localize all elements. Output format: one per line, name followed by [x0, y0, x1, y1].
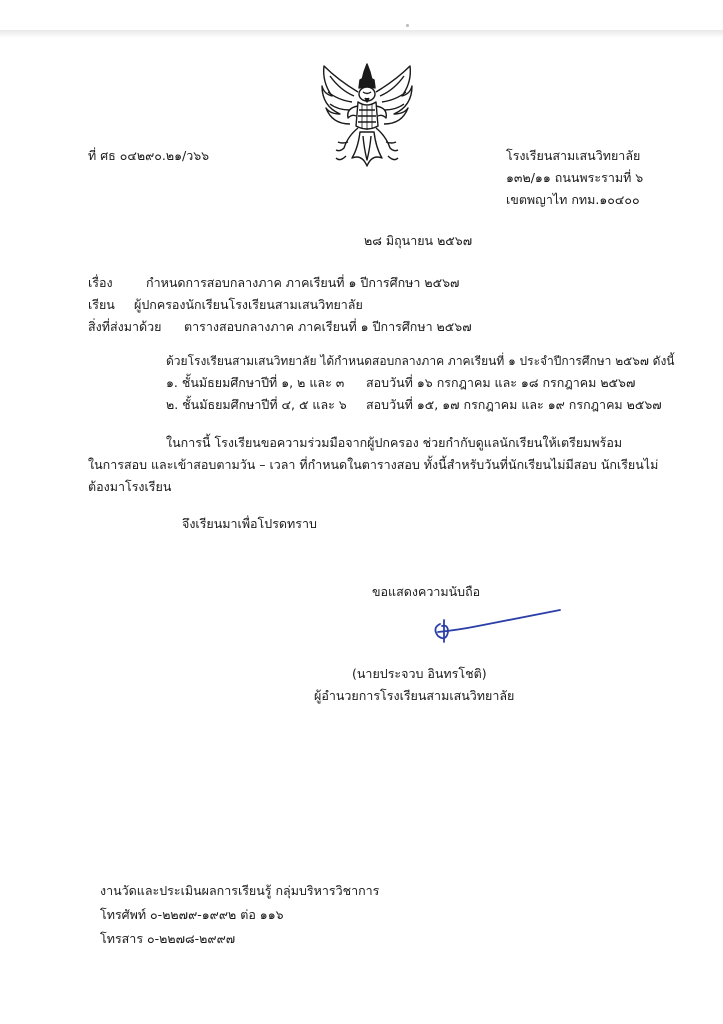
reference-number: ที่ ศธ ๐๔๒๙๐.๒๑/ว๖๖ — [88, 148, 210, 163]
subject-label: เรื่อง — [88, 275, 113, 290]
school-street: ๑๓๒/๑๑ ถนนพระรามที่ ๖ — [506, 170, 644, 185]
salutation: ขอแสดงความนับถือ — [372, 584, 481, 599]
signature-image — [428, 604, 568, 648]
enclosure-label: สิ่งที่ส่งมาด้วย — [88, 319, 162, 334]
schedule-dates-2: สอบวันที่ ๑๕, ๑๗ กรกฎาคม และ ๑๙ กรกฎาคม ๒๕๖๗ — [366, 397, 662, 412]
garuda-emblem-icon — [318, 62, 416, 172]
signer-title: ผู้อำนวยการโรงเรียนสามเสนวิทยาลัย — [314, 688, 515, 703]
intro-paragraph: ด้วยโรงเรียนสามเสนวิทยาลัย ได้กำหนดสอบกลางภาค ภาคเรียนที่ ๑ ประจำปีการศึกษา ๒๕๖๗ ดังนี้ — [166, 354, 675, 368]
to-label: เรียน — [88, 297, 115, 312]
closing-note: จึงเรียนมาเพื่อโปรดทราบ — [182, 516, 317, 531]
letter-date: ๒๘ มิถุนายน ๒๕๖๗ — [364, 233, 473, 248]
enclosure-text: ตารางสอบกลางภาค ภาคเรียนที่ ๑ ปีการศึกษา ๒๕๖๗ — [184, 319, 472, 334]
footer-phone: โทรศัพท์ ๐-๒๒๗๙-๑๙๙๒ ต่อ ๑๑๖ — [100, 907, 284, 922]
body-line-3: ต้องมาโรงเรียน — [88, 479, 172, 494]
schedule-grades-2: ๒. ชั้นมัธยมศึกษาปีที่ ๔, ๕ และ ๖ — [166, 397, 347, 412]
to-text: ผู้ปกครองนักเรียนโรงเรียนสามเสนวิทยาลัย — [134, 297, 363, 312]
schedule-grades-1: ๑. ชั้นมัธยมศึกษาปีที่ ๑, ๒ และ ๓ — [166, 375, 345, 390]
scan-speck — [406, 24, 409, 27]
footer-fax: โทรสาร ๐-๒๒๗๘-๒๙๙๗ — [100, 931, 236, 946]
signer-name: (นายประจวบ อินทรโชติ) — [352, 666, 487, 681]
school-name: โรงเรียนสามเสนวิทยาลัย — [506, 148, 641, 163]
footer-department: งานวัดและประเมินผลการเรียนรู้ กลุ่มบริหารวิชาการ — [100, 883, 380, 898]
subject-text: กำหนดการสอบกลางภาค ภาคเรียนที่ ๑ ปีการศึกษา ๒๕๖๗ — [146, 275, 460, 290]
school-district: เขตพญาไท กทม.๑๐๔๐๐ — [506, 192, 640, 207]
body-line-2: ในการสอบ และเข้าสอบตามวัน – เวลา ที่กำหนดในตารางสอบ ทั้งนี้สำหรับวันที่นักเรียนไม่มีสอบ นักเรียนไม่ — [88, 457, 659, 472]
schedule-dates-1: สอบวันที่ ๑๖ กรกฎาคม และ ๑๘ กรกฎาคม ๒๕๖๗ — [366, 375, 636, 390]
body-line-1: ในการนี้ โรงเรียนขอความร่วมมือจากผู้ปกครอง ช่วยกำกับดูแลนักเรียนให้เตรียมพร้อม — [166, 435, 623, 450]
scan-edge — [0, 30, 723, 38]
